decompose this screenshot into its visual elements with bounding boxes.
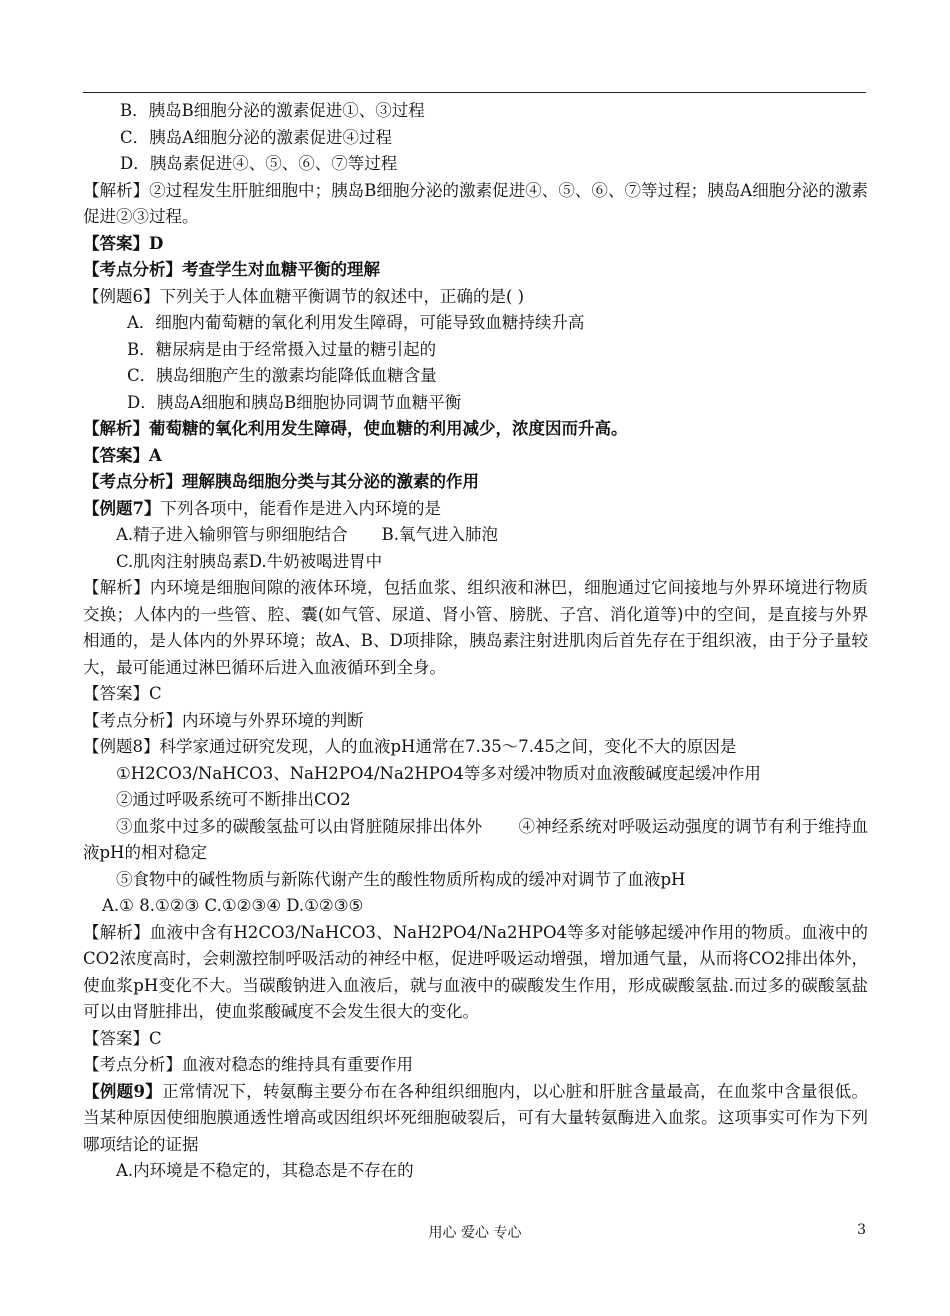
analysis-tag: 【解析】 — [83, 419, 149, 438]
answer-value: A — [149, 445, 162, 465]
analysis-tag: 【解析】 — [83, 922, 150, 942]
option-line: D．胰岛素促进④、⑤、⑥、⑦等过程 — [120, 154, 398, 173]
option-line: C．胰岛细胞产生的激素均能降低血糖含量 — [127, 366, 437, 385]
option-line: A．细胞内葡萄糖的氧化利用发生障碍，可能导致血糖持续升高 — [127, 313, 585, 332]
key-point-text: 内环境与外界环境的判断 — [182, 710, 364, 730]
option-line: B．糖尿病是由于经常摄入过量的糖引起的 — [127, 339, 437, 359]
analysis-text: 血液中含有H2CO3/NaHCO3、NaH2PO4/Na2HPO4等多对能够起缓冲作用的物质。血液中的CO2浓度高时，会刺激控制呼吸活动的神经中枢，促进呼吸运动增强，增加通气量，从而将CO2排出体外，使血浆pH变化不大。当碳酸钠进入血液后，就与血液中的碳酸发生作用，形成碳酸氢盐.而过多的碳酸氢盐可以由肾脏排出，使血浆酸碱度不会发生很大的变化。 — [83, 922, 868, 1021]
key-point-line — [83, 257, 868, 284]
option-line: A.内环境是不稳定的，其稳态是不存在的 — [116, 1161, 414, 1180]
key-point-line — [83, 708, 868, 735]
question-line — [83, 734, 868, 761]
analysis-paragraph — [83, 920, 868, 1026]
answer-value: C — [149, 684, 162, 703]
answer-tag: 【答案】 — [83, 445, 149, 465]
question-line — [83, 284, 868, 311]
analysis-tag: 【解析】 — [83, 180, 150, 200]
analysis-text: 内环境是细胞间隙的液体环境，包括血浆、组织液和淋巴，细胞通过它间接地与外界环境进行物质交换；人体内的一些管、腔、囊(如气管、尿道、肾小管、膀胱、子宫、消化道等)中的空间，是直接与外界相通的，是人体内的外界环境；故A、B、D项排除，胰岛素注射进肌肉后首先存在于组织液，由于分子量较大，最可能通过淋巴循环后进入血液循环到全身。 — [83, 578, 869, 677]
key-point-tag: 【考点分析】 — [83, 710, 182, 730]
question-text: 科学家通过研究发现，人的血液pH通常在7.35～7.45之间，变化不大的原因是 — [159, 737, 737, 756]
key-point-text: 理解胰岛细胞分类与其分泌的激素的作用 — [182, 472, 479, 491]
statement-4: ④神经系统对呼吸运动强度的调节有利于维持血液pH的相对稳定 — [83, 816, 869, 862]
option-line: D．胰岛A细胞和胰岛B细胞协同调节血糖平衡 — [127, 392, 462, 412]
analysis-text: 葡萄糖的氧化利用发生障碍，使血糖的利用减少，浓度因而升高。 — [149, 419, 628, 438]
analysis-text: ②过程发生肝脏细胞中；胰岛B细胞分泌的激素促进④、⑤、⑥、⑦等过程；胰岛A细胞分泌的激素促进②③过程。 — [83, 180, 868, 226]
key-point-line — [83, 1052, 868, 1079]
answer-value: C — [149, 1028, 162, 1048]
question-text: 下列关于人体血糖平衡调节的叙述中，正确的是( ) — [159, 286, 525, 306]
key-point-tag: 【考点分析】 — [83, 1055, 182, 1074]
footer-motto: 用心 爱心 专心 — [428, 1225, 522, 1241]
option-a: A.精子进入输卵管与卵细胞结合 — [116, 525, 348, 544]
option-line: B．胰岛B细胞分泌的激素促进①、③过程 — [120, 101, 425, 120]
header-rule — [83, 92, 866, 93]
key-point-text: 血液对稳态的维持具有重要作用 — [182, 1055, 413, 1074]
answer-tag: 【答案】 — [83, 684, 149, 703]
question-line — [83, 496, 868, 523]
answer-line — [83, 1026, 868, 1053]
question-text: 下列各项中，能看作是进入内环境的是 — [160, 498, 441, 518]
analysis-tag: 【解析】 — [83, 578, 150, 597]
question-text: 正常情况下，转氨酶主要分布在各种组织细胞内，以心脏和肝脏含量最高，在血浆中含量很低。当某种原因使细胞膜通透性增高或因组织坏死细胞破裂后，可有大量转氨酶进入血浆。这项事实可作为下列哪项结论的证据 — [83, 1081, 869, 1154]
question-tag: 【例题9】 — [83, 1081, 163, 1101]
statement-paragraph — [83, 814, 868, 867]
option-line: C.肌肉注射胰岛素D.牛奶被喝进胃中 — [116, 551, 383, 571]
key-point-text: 考查学生对血糖平衡的理解 — [182, 260, 380, 279]
analysis-line — [83, 416, 868, 443]
question-tag: 【例题6】 — [83, 286, 160, 306]
choices-line: A.① 8.①②③ C.①②③④ D.①②③⑤ — [102, 896, 364, 915]
statement-line: ⑤食物中的碱性物质与新陈代谢产生的酸性物质所构成的缓冲对调节了血液pH — [116, 869, 686, 889]
answer-line — [83, 443, 868, 470]
key-point-line — [83, 469, 868, 496]
answer-line — [83, 231, 868, 258]
option-line: C．胰岛A细胞分泌的激素促进④过程 — [120, 127, 393, 147]
key-point-tag: 【考点分析】 — [83, 472, 182, 491]
answer-tag: 【答案】 — [83, 1028, 149, 1048]
answer-line — [83, 681, 868, 708]
statement-3: ③血浆中过多的碳酸氢盐可以由肾脏随尿排出体外 — [116, 816, 483, 836]
answer-value: D — [149, 233, 164, 253]
analysis-paragraph — [83, 575, 868, 681]
statement-line: ①H2CO3/NaHCO3、NaH2PO4/Na2HPO4等多对缓冲物质对血液酸碱度起缓冲作用 — [116, 763, 761, 783]
page-number: 3 — [857, 1222, 866, 1238]
key-point-tag: 【考点分析】 — [83, 260, 182, 279]
option-line — [83, 522, 868, 549]
document-body — [83, 98, 868, 1185]
question-tag: 【例题7】 — [83, 498, 161, 518]
question-paragraph — [83, 1079, 868, 1159]
question-tag: 【例题8】 — [83, 737, 160, 756]
option-b: B.氧气进入肺泡 — [381, 525, 499, 544]
answer-tag: 【答案】 — [83, 233, 149, 253]
statement-line: ②通过呼吸系统可不断排出CO2 — [116, 790, 351, 809]
analysis-paragraph — [83, 178, 868, 231]
